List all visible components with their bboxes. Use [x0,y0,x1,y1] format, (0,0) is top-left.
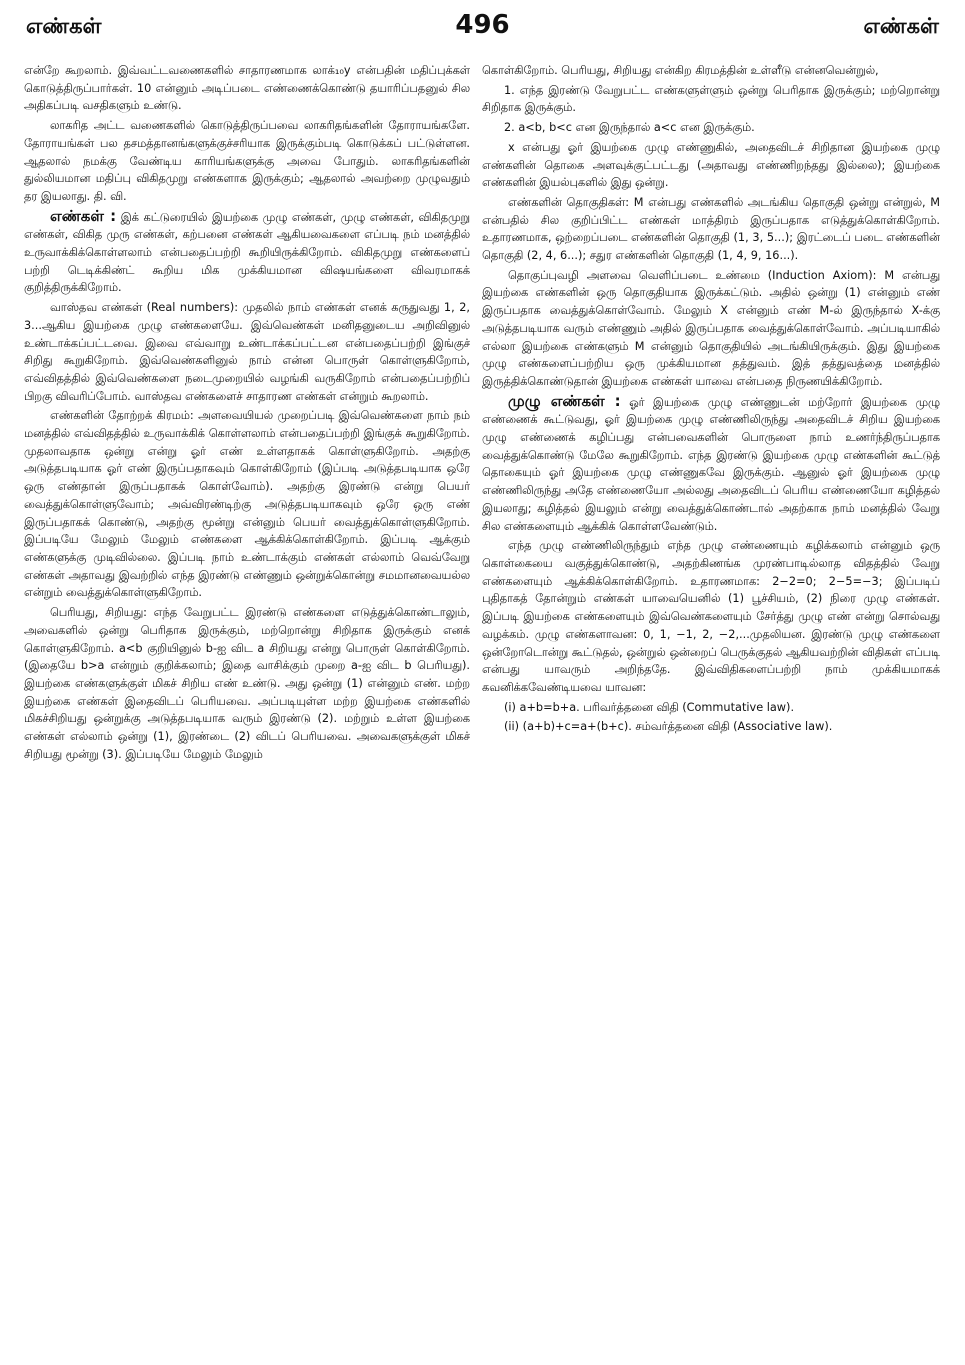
paragraph [24,117,470,206]
numbered-item [482,82,940,117]
numbered-item [482,699,940,717]
paragraph-text: வாஸ்தவ எண்கள் (Real numbers): முதலில் நாம் எண்கள் எனக் கருதுவது 1, 2, 3...ஆகிய இயற்கை முழு எண்களையே. இவ்வெண்கள் மனிதனுடைய அறிவினுல் உண்டாக்கப்பட்டவை. இவை எவ்வாறு உண்டாக்கப்பட்டன என்பதைப்பற்றி இங்குச் சிறிது கூறுகிறோம். இவ்வெண்களினுல் நாம் என்ன பொருள் கொள்ளுகிறோம், எவ்விதத்தில் இவ்வெண்களை நடைமுறையில் வழங்கி வருகிறோம் என்பதைப்பற்றிப் பிறகு விவரிப்போம். வாஸ்தவ எண்களைச் சாதாரண எண்கள் என்றும் கூறலாம். [24,301,470,403]
numbered-item [482,718,940,736]
paragraph [24,407,470,602]
paragraph-text: எண்களின் தோற்றக் கிரமம்: அளவையியல் முறைப்படி இவ்வெண்களை நாம் நம் மனத்தில் எவ்விதத்தில் உருவாக்கிக் கொள்ளலாம் என்பதைப்பற்றி இங்குக் கூறுகிறோம். முதலாவதாக ஒன்று என்று ஓர் எண் உள்ளதாகக் கொள்ளுகிறோம். அதற்கு அடுத்தபடியாக ஓர் எண் இருப்பதாகவும் கொள்கிறோம் (இப்படி அடுத்தபடியாக ஒரே ஒரு எண்தான் இருப்பதாகக் கொள்வோம்). அதற்கு இரண்டு என்று பெயர் வைத்துக்கொள்ளுவோம்; அவ்விரண்டிற்கு அடுத்தபடியாகவும் ஒரே ஒரு எண் இருப்பதாகக் கொண்டு, அதற்கு மூன்று என்னும் பெயர் வைத்துக்கொள்ளுகிறோம். இப்படியே மேலும் மேலும் எண்களை ஆக்கிக்கொள்கிறோம். இப்படி ஆக்கும் எண்களுக்கு முடிவில்லை. இப்படி நாம் உண்டாக்கும் எண்கள் எல்லாம் வெவ்வேறு எண்கள் அதாவது இவற்றில் எந்த இரண்டு எண்ணும் ஒன்றுக்கொன்று சமமானவையல்ல என்றும் வைத்துக்கொள்ளுகிறோம். [24,409,470,600]
paragraph-text: ஓர் இயற்கை முழு எண்ணுடன் மற்றோர் இயற்கை முழு எண்ணைக் கூட்டுவது, ஓர் இயற்கை முழு எண்ணிலிருந்து அதைவிடச் சிறிய இயற்கை முழு எண்ணைக் கழிப்பது என்பவைகளின் பொருளை நாம் உணர்ந்திருப்பதாக வைத்துக்கொண்டு மேலே கூறுகிறோம். எந்த இரண்டு இயற்கை முழு எண்களின் கூட்டுத் தொகையும் ஓர் இயற்கை முழு எண்ணுகவே இருக்கும். ஆனுல் ஓர் இயற்கை முழு எண்ணிலிருந்து அதே எண்ணையோ அல்லது அதைவிடப் பெரிய எண்ணையோ கழித்தல் இயலாது; கழித்தல் இயலும் என்று வைத்துக்கொண்டால் அதற்காக நாம் மனத்தில் வேறு சில எண்களையும் ஆக்கிக் கொள்ளவேண்டும். [482,395,940,533]
numbered-item [482,119,940,137]
paragraph-text: லாகரித அட்ட வணைகளில் கொடுத்திருப்பவை லாகரிதங்களின் தோராயங்களே. தோராயங்கள் பல தசமத்தானங்களுக்குச்சரியாக இருக்கும்படி கொடுக்கப் பட்டுள்ளன. ஆதலால் நமக்கு வேண்டிய காரியங்களுக்கு அவை போதும். லாகரிதங்களின் துல்லியமான மதிப்பு விகிதமுறு எண்களாக இருக்கும்; ஆதலால் அவற்றை முழுவதும் தர இயலாது. தி. வி. [24,119,470,203]
section-heading: முழு எண்கள் : [508,391,621,410]
page-header [26,10,939,50]
paragraph-text: கொள்கிறோம். பெரியது, சிறியது என்கிற கிரமத்தின் உள்ளீடு என்னவென்றுல், [482,64,879,77]
paragraph-text: தொகுப்புவழி அளவை வெளிப்படை உண்மை (Induction Axiom): M என்பது இயற்கை எண்களின் ஒரு தொகுதியாக இருக்கட்டும். அதில் ஒன்று (1) என்னும் எண் இருப்பதாக வைத்துக்கொள்வோம். மேலும் X என்னும் எண் M-ல் இருந்தால் X-க்கு அடுத்தபடியாக வரும் எண்ணும் அதில் இருப்பதாக வைத்துக்கொள்வோம். அப்படியாகில் எல்லா இயற்கை எண்களும் M என்னும் தொகுதியில் அடங்கியிருக்கும். இது இயற்கை முழு எண்களைப்பற்றிய ஒரு முக்கியமான தத்துவம். இத் தத்துவத்தை மனத்தில் இருத்திக்கொண்டுதான் இயற்கை எண்கள் யாவை என்பதை நிருணயிக்கிறோம். [482,268,940,388]
paragraph [24,604,470,763]
paragraph [482,194,940,265]
paragraph-text: x என்பது ஓர் இயற்கை முழு எண்ணுகில், அதைவிடச் சிறிதான இயற்கை முழு எண்களின் தொகை அளவுக்குட்பட்டது (அதாவது எண்ணிறந்தது இல்லை); இயற்கை எண்களின் இயல்புகளில் இது ஒன்று. [482,140,940,190]
paragraph-text: எந்த முழு எண்ணிலிருந்தும் எந்த முழு எண்ணையும் கழிக்கலாம் என்னும் ஒரு கொள்கையை வகுத்துக்கொண்டு, அதற்கிணங்க முரண்பாடில்லாத விதத்தில் வேறு எண்களையும் ஆக்கிக்கொள்கிறோம். உதாரணமாக: 2−2=0; 2−5=−3; இப்படிப் புதிதாகத் தோன்றும் எண்கள் யாவையெனில் (1) பூச்சியம், (2) நிரை முழு எண்கள். இப்படி இயற்கை எண்களையும் இவ்வெண்களையும் சேர்த்து முழு எண் என்று சொல்வது வழக்கம். முழு எண்களாவன: 0, 1, −1, 2, −2,...முதலியன. இரண்டு முழு எண்களை ஒன்றோடொன்று கூட்டுதல், ஒன்றுல் ஒன்றைப் பெருக்குதல் ஆகியவற்றின் விதிகள் எப்படி என்பது யாவரும் அறிந்ததே. இவ்விதிகளைப்பற்றி நாம் முக்கியமாகக் கவனிக்கவேண்டியவை யாவன: [482,539,940,694]
paragraph [24,62,470,115]
paragraph-text: பெரியது, சிறியது: எந்த வேறுபட்ட இரண்டு எண்களை எடுத்துக்கொண்டாலும், அவைகளில் ஒன்று பெரிதாக இருக்கும், மற்றொன்று சிறிதாக இருக்கும் எனக் கொள்ளுகிறோம். a<b குறியினுல் b-ஐ விட a சிறியது என்று பொருள் கொள்கிறோம். (இதையே b>a என்றும் குறிக்கலாம்; இதை வாசிக்கும் முறை a-ஐ விட b பெரியது). இயற்கை எண்களுக்குள் மிகச் சிறிய எண் உண்டு. அது ஒன்று (1) என்னும் எண். மற்ற இயற்கை எண்கள் இதைவிடப் பெரியவை. அப்படியுள்ள மற்ற இயற்கை எண்களில் மிகச்சிறியது ஒன்றுக்கு அடுத்தபடியாக வரும் இரண்டு (2). மற்றும் உள்ள இயற்கை எண்கள் எல்லாம் ஒன்று (1), இரண்டை (2) விடப் பெரியவை. அவைகளுக்குள் மிகச் சிறியது மூன்று (3). இப்படியே மேலும் மேலும் [24,606,470,761]
section-heading: எண்கள் : [50,206,117,225]
paragraph-text: 2. a<b, b<c என இருந்தால் a<c என இருக்கும். [504,121,755,135]
paragraph-text: என்றே கூறலாம். இவ்வட்டவணைகளில் சாதாரணமாக லாக்₁₀y என்பதின் மதிப்புக்கள் கொடுத்திருப்பார்கள். 10 என்னும் அடிப்படை எண்ணைக்கொண்டு தயாரிப்பதனுல் சில அதிகப்படி வசதிகளும் உண்டு. [24,64,470,113]
running-head-left: எண்கள் [26,14,102,38]
paragraph-text: எண்களின் தொகுதிகள்: M என்பது எண்களில் அடங்கிய தொகுதி ஒன்று என்றுல், M என்பதில் சில குறிப்பிட்ட எண்கள் மாத்திரம் இருப்பதாக எடுத்துக்கொள்கிறோம். உதாரணமாக, ஒற்றைப்படை எண்களின் தொகுதி (1, 3, 5...); இரட்டைப் படை எண்களின் தொகுதி (2, 4, 6...); சதுர எண்களின் தொகுதி (1, 4, 9, 16...). [482,195,940,263]
page-number: 496 [455,10,510,40]
paragraph-text: (i) a+b=b+a. பரிவர்த்தனை விதி (Commutative law). [504,700,795,714]
running-head-right: எண்கள் [863,14,939,38]
paragraph-text: (ii) (a+b)+c=a+(b+c). சம்வர்த்தனை விதி (Associative law). [504,720,833,734]
left-column [24,62,470,1357]
section-paragraph [482,393,940,536]
paragraph [482,139,940,192]
paragraph [482,62,940,80]
section-paragraph [24,208,470,298]
paragraph [482,267,940,391]
paragraph-text: இக் கட்டுரையில் இயற்கை முழு எண்கள், முழு எண்கள், விகிதமுறு எண்கள், விகித முரு எண்கள், கற்பனை எண்கள் ஆகியவைகளை எப்படி நம் மனத்தில் உருவாக்கிக்கொள்ளலாம் என்பதைப்பற்றி கூறியிருக்கிறோம். விகிதமுறு எண்களைப் பற்றி டெடிக்கிண்ட் கூறிய மிக முக்கியமான விஷயங்களை விவரமாகக் குறித்திருக்கிறோம். [24,210,470,295]
right-column [482,62,940,1357]
paragraph-text: 1. எந்த இரண்டு வேறுபட்ட எண்களுள்ளும் ஒன்று பெரிதாக இருக்கும்; மற்றொன்று சிறிதாக இருக்கும். [482,83,940,115]
paragraph [24,299,470,405]
paragraph [482,537,940,696]
